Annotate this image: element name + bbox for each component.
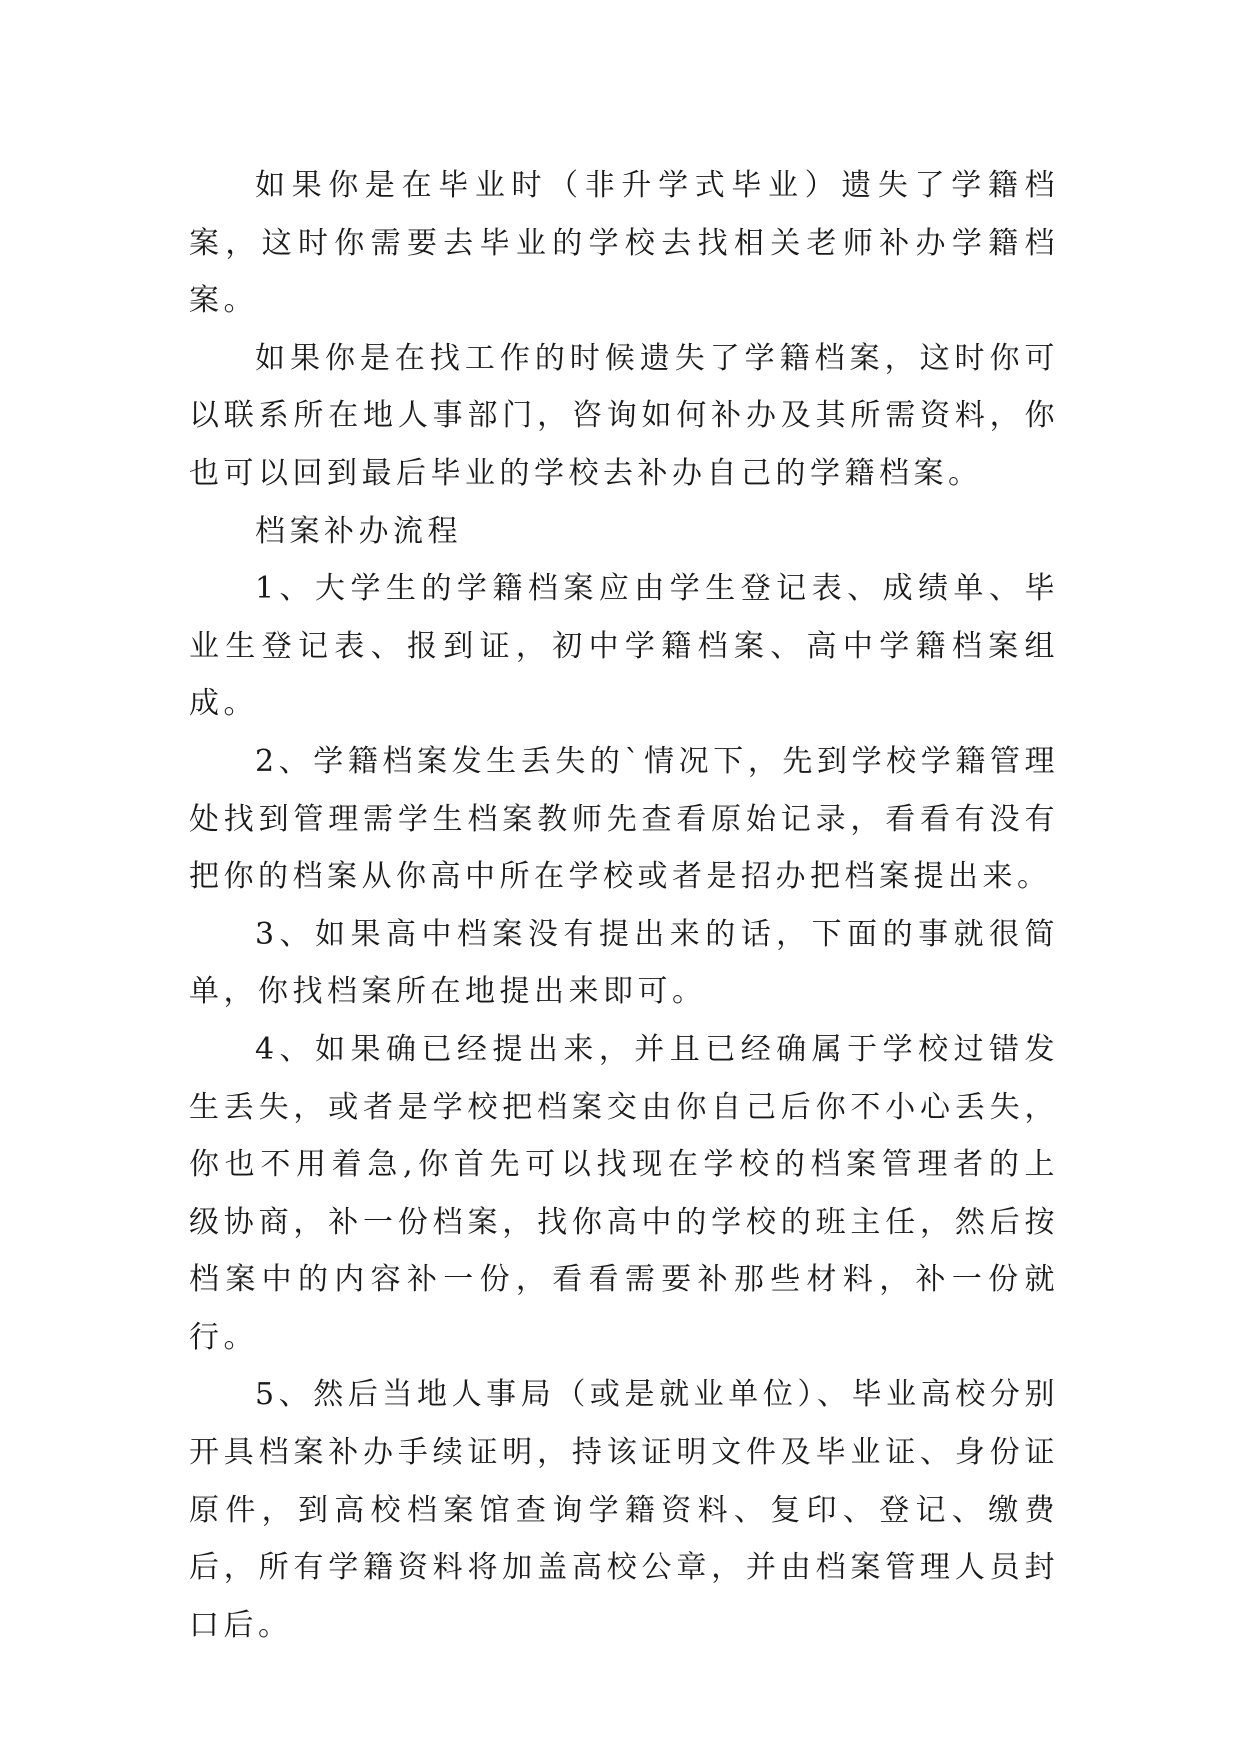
- document-body: [189, 157, 1059, 1654]
- section-heading-process: 档案补办流程: [255, 513, 462, 549]
- paragraph-lost-job-hunting: 如果你是在找工作的时候遗失了学籍档案，这时你可以联系所在地人事部门，咨询如何补办及其所需资料，你也可以回到最后毕业的学校去补办自己的学籍档案。: [189, 340, 1059, 491]
- paragraph-lost-at-graduation: 如果你是在毕业时（非升学式毕业）遗失了学籍档案，这时你需要去毕业的学校去找相关老师补办学籍档案。: [189, 168, 1059, 319]
- paragraph-step-1: 1、大学生的学籍档案应由学生登记表、成绩单、毕业生登记表、报到证，初中学籍档案、高中学籍档案组成。: [189, 571, 1059, 722]
- paragraph-step-4: 4、如果确已经提出来，并且已经确属于学校过错发生丢失，或者是学校把档案交由你自己后你不小心丢失，你也不用着急,你首先可以找现在学校的档案管理者的上级协商，补一份档案，找你高中的学校的班主任，然后按档案中的内容补一份，看看需要补那些材料，补一份就行。: [189, 1031, 1059, 1355]
- paragraph-step-3: 3、如果高中档案没有提出来的话，下面的事就很简单，你找档案所在地提出来即可。: [189, 916, 1059, 1010]
- paragraph-step-5: 5、然后当地人事局（或是就业单位）、毕业高校分别开具档案补办手续证明，持该证明文件及毕业证、身份证原件，到高校档案馆查询学籍资料、复印、登记、缴费后，所有学籍资料将加盖高校公章，并由档案管理人员封口后。: [189, 1377, 1059, 1643]
- paragraph-step-2: 2、学籍档案发生丢失的`情况下，先到学校学籍管理处找到管理需学生档案教师先查看原始记录，看看有没有把你的档案从你高中所在学校或者是招办把档案提出来。: [189, 743, 1059, 895]
